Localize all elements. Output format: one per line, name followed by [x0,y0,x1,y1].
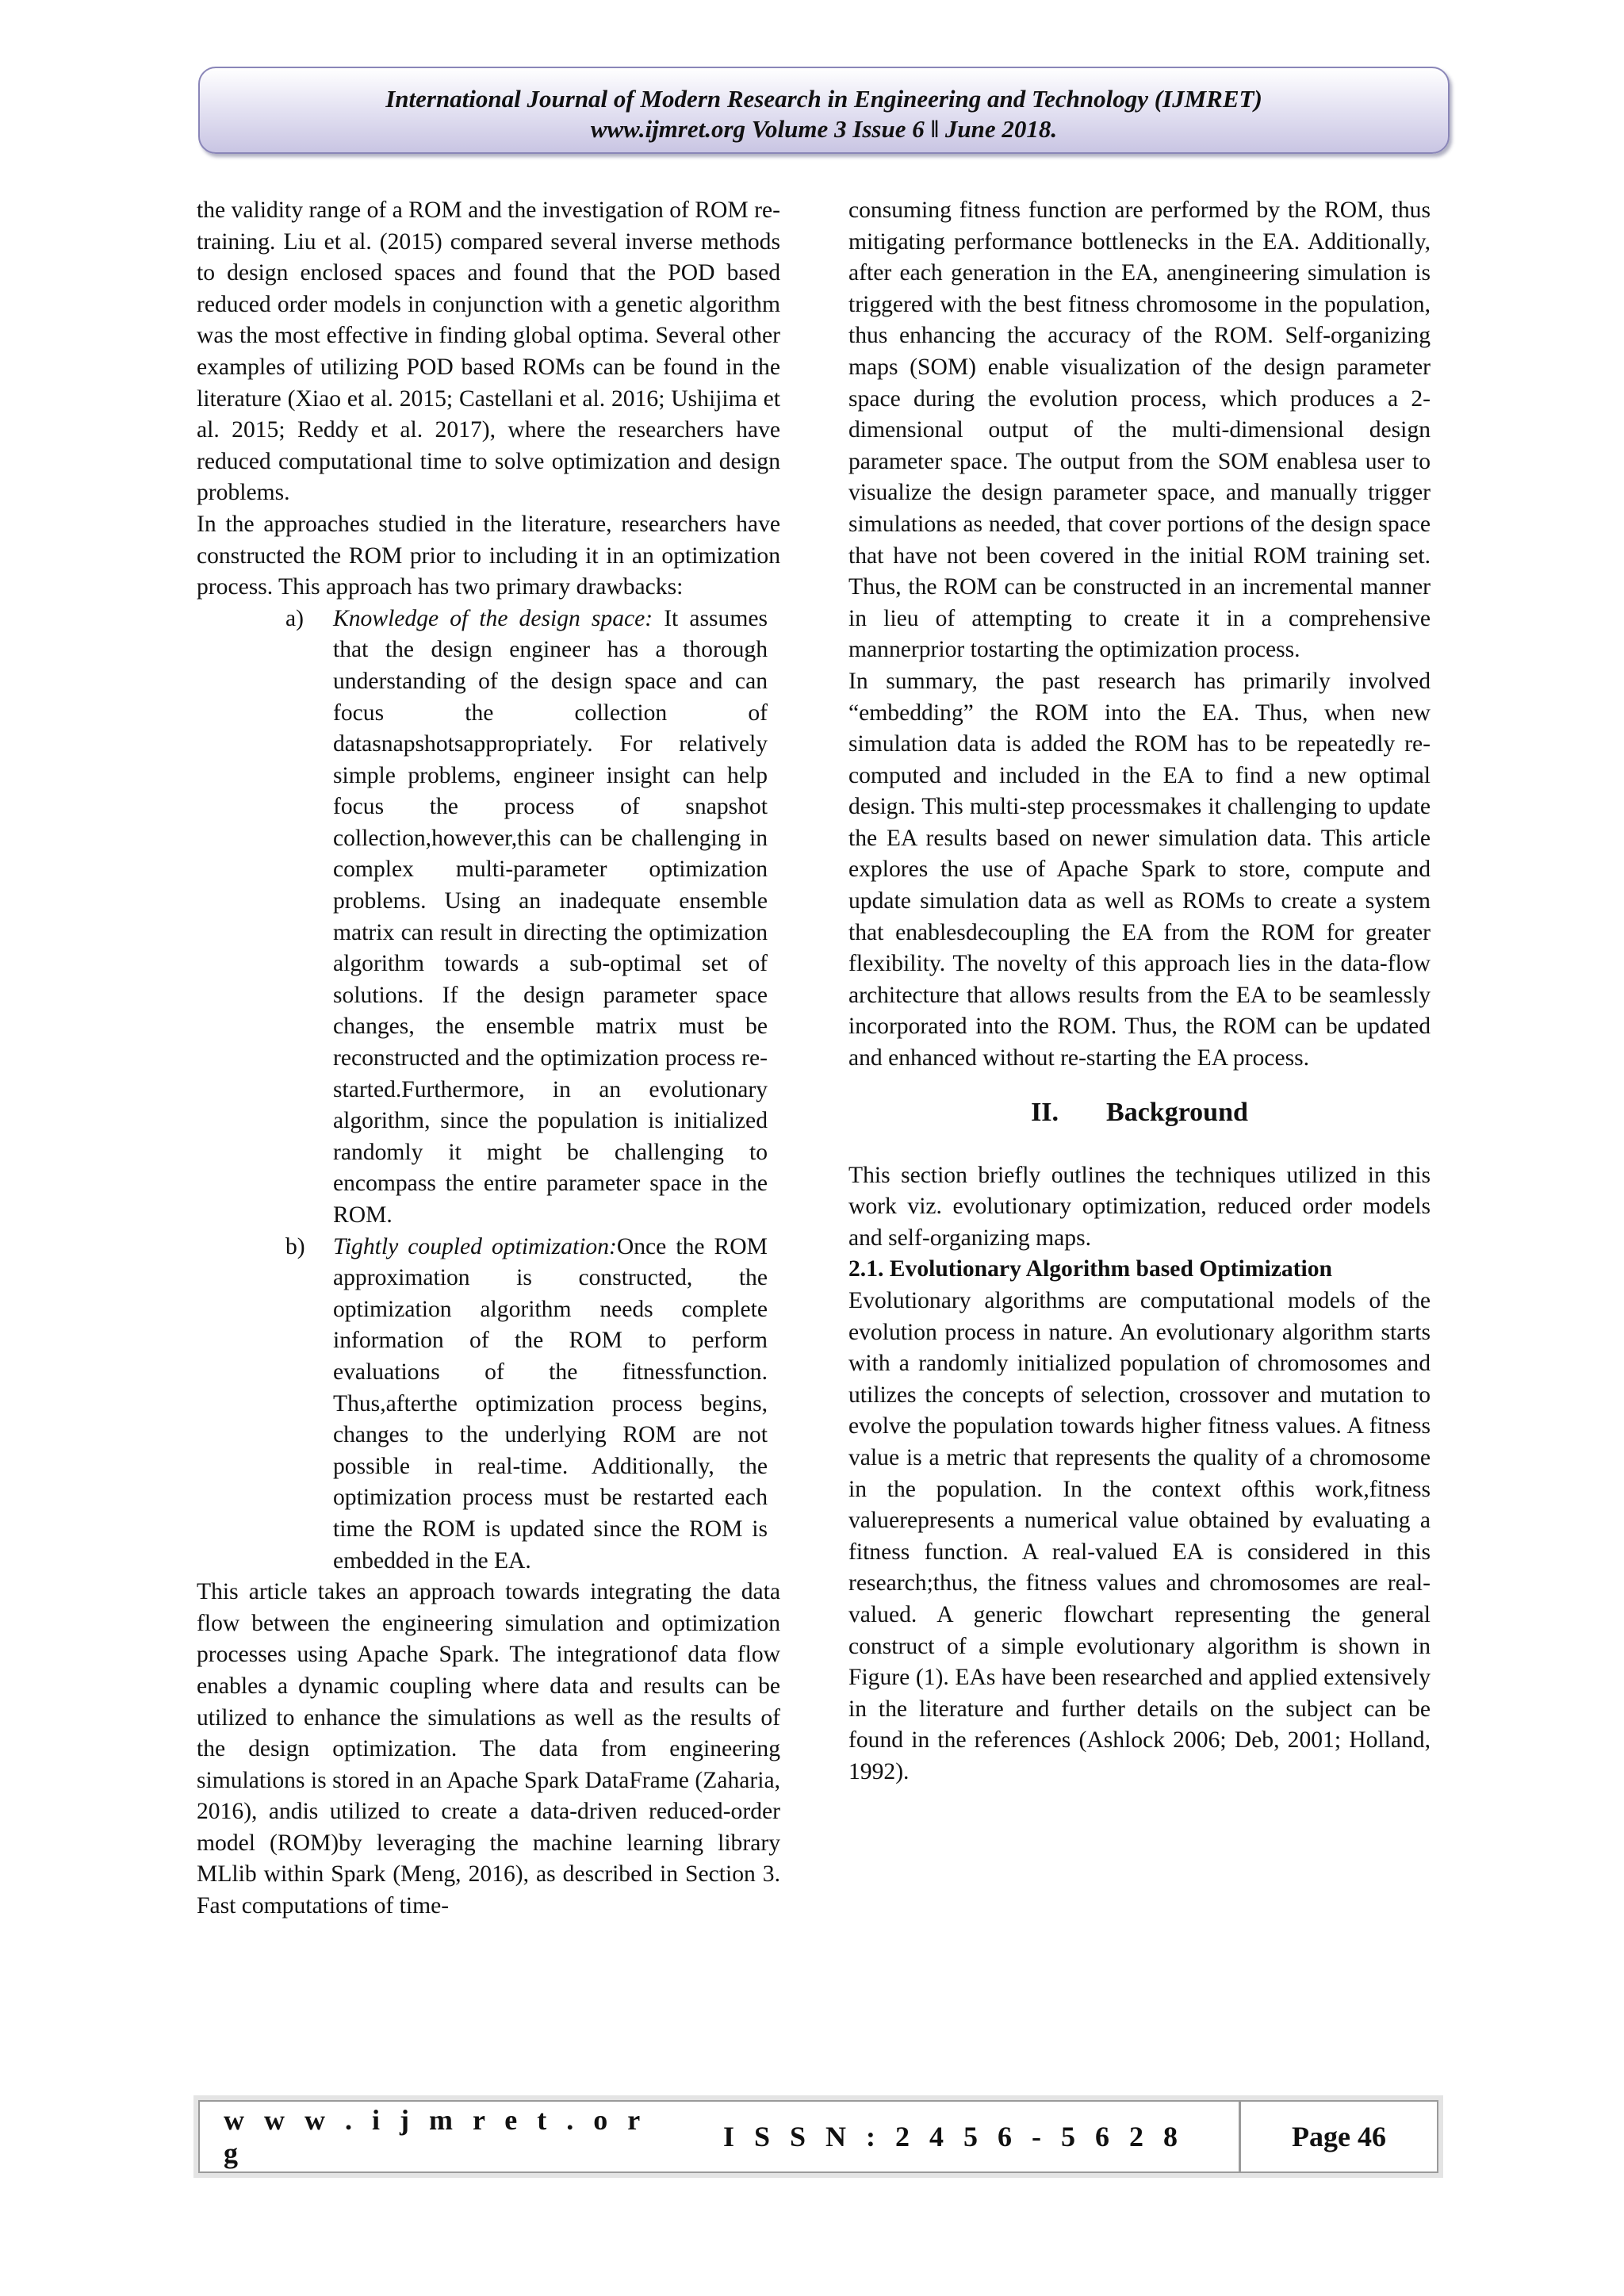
right-paragraph-3: This section briefly outlines the techniques utilized in this work viz. evolutionary optimization, reduced order models and self-organizing maps. [848,1162,1431,1251]
page-number: Page 46 [1239,2102,1437,2171]
section-number: II. [1031,1097,1059,1127]
right-paragraph-1: consuming fitness function are performed by the ROM, thus mitigating performance bottlenecks in the EA. Additionally, after each generation in the EA, anengineering simulation is triggered with the best fitness chromosome in the population, thus enhancing the accuracy of the ROM. Self-organizing maps (SOM) enable visualization of the design parameter space during the evolution process, which produces a 2-dimensional output of the multi-dimensional design parameter space. The output from the SOM enablesa user to visualize the design parameter space, and manually trigger simulations as needed, that cover portions of the design space that have not been covered in the initial ROM training set. Thus, the ROM can be constructed in an incremental manner in lieu of attempting to create it in a comprehensive mannerprior tostarting the optimization process. [848,197,1431,663]
journal-title: International Journal of Modern Research in Engineering and Technology (IJMRET) [385,85,1262,113]
footer-url: w w w . i j m r e t . o r g [224,2104,646,2169]
journal-issue-line: www.ijmret.org Volume 3 Issue 6 ǁ June 2018. [590,115,1058,143]
item-body: Once the ROM approximation is constructed, the optimization algorithm needs complete information of the ROM to perform evaluations of the fitnessfunction. Thus,afterthe optimization process begins, changes to the underlying ROM are not possible in real-time. Additionally, the optimization process must be restarted each time the ROM is updated since the ROM is embedded in the EA. [333,1233,768,1573]
section-title: Background [1106,1097,1248,1127]
left-paragraph-3: This article takes an approach towards integrating the data flow between the engineering simulation and optimization processes using Apache Spark. The integrationof data flow enables a dynamic coupling where data and results can be utilized to enhance the simulations as well as the results of the design optimization. The data from engineering simulations is stored in an Apache Spark DataFrame (Zaharia, 2016), andis utilized to create a data-driven reduced-order model (ROM)by leveraging the machine learning library MLlib within Spark (Meng, 2016), as described in Section 3. Fast computations of time- [197,1579,780,1919]
page-footer [198,2100,1438,2173]
drawback-item-b [197,1232,780,1577]
journal-header [198,67,1450,154]
left-column [197,195,780,1922]
right-paragraph-4: Evolutionary algorithms are computational models of the evolution process in nature. An evolutionary algorithm starts with a randomly initialized population of chromosomes and utilizes the concepts of selection, crossover and mutation to evolve the population towards higher fitness values. A fitness value is a metric that represents the quality of a chromosome in the population. In the context ofthis work,fitness valuerepresents a numerical value obtained by evaluating a fitness function. A real-valued EA is considered in this research;thus, the fitness values and chromosomes are real-valued. A generic flowchart representing the general construct of a simple evolutionary algorithm is shown in Figure (1). EAs have been researched and applied extensively in the literature and further details on the subject can be found in the references (Ashlock 2006; Deb, 2001; Holland, 1992). [848,1288,1431,1784]
item-marker: b) [285,1233,305,1259]
item-body: It assumes that the design engineer has a thorough understanding of the design space and can focus the collection of datasnapshotsappropriately. For relatively simple problems, engineer insight can help focus the process of snapshot collection,however,this can be challenging in complex multi-parameter optimization problems. Using an inadequate ensemble matrix can result in directing the optimization algorithm towards a sub-optimal set of solutions. If the design parameter space changes, the ensemble matrix must be reconstructed and the optimization process re-started.Furthermore, in an evolutionary algorithm, since the population is initialized randomly it might be challenging to encompass the entire parameter space in the ROM. [333,605,768,1228]
subsection-heading: 2.1. Evolutionary Algorithm based Optimization [848,1256,1332,1282]
item-heading: Tightly coupled optimization: [333,1233,617,1259]
item-heading: Knowledge of the design space: [333,605,653,631]
footer-issn: I S S N : 2 4 5 6 - 5 6 2 8 [723,2121,1185,2152]
item-marker: a) [285,605,304,631]
left-paragraph-2: In the approaches studied in the literature, researchers have constructed the ROM prior to including it in an optimization process. This approach has two primary drawbacks: [197,511,780,600]
right-paragraph-2: In summary, the past research has primarily involved “embedding” the ROM into the EA. Thus, when new simulation data is added the ROM has to be repeatedly re-computed and included in the EA to find a new optimal design. This multi-step processmakes it challenging to update the EA results based on newer simulation data. This article explores the use of Apache Spark to store, compute and update simulation data as well as ROMs to create a system that enablesdecoupling the EA from the ROM for greater flexibility. The novelty of this approach lies in the data-flow architecture that allows results from the EA to be seamlessly incorporated into the ROM. Thus, the ROM can be updated and enhanced without re-starting the EA process. [848,668,1431,1071]
left-paragraph-1: the validity range of a ROM and the investigation of ROM re-training. Liu et al. (2015) compared several inverse methods to design enclosed spaces and found that the POD based reduced order models in conjunction with a genetic algorithm was the most effective in finding global optima. Several other examples of utilizing POD based ROMs can be found in the literature (Xiao et al. 2015; Castellani et al. 2016; Ushijima et al. 2015; Reddy et al. 2017), where the researchers have reduced computational time to solve optimization and design problems. [197,197,780,506]
right-column [848,195,1431,1788]
drawback-item-a [197,604,780,1232]
section-heading [848,1097,1431,1129]
